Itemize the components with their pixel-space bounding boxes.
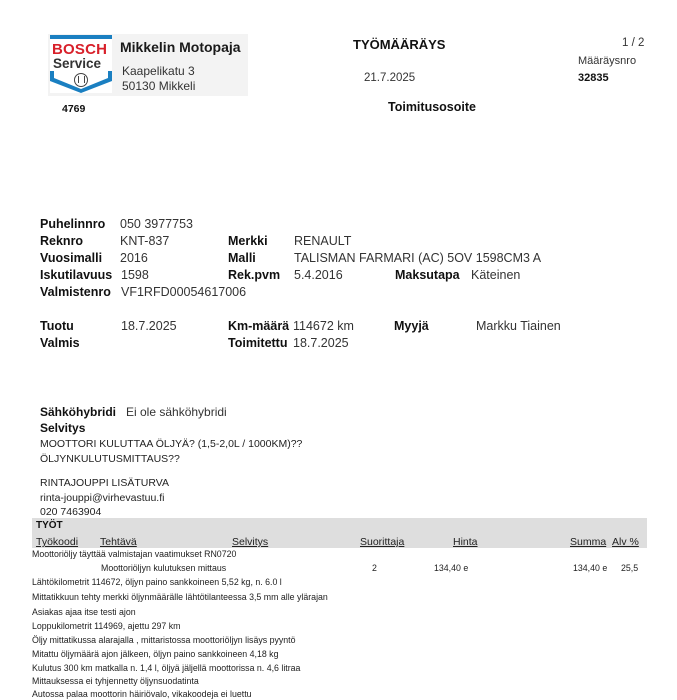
reg-label: Reknro [40,234,84,248]
insurance-email: rinta-jouppi@virhevastuu.fi [40,492,165,504]
delivery-address-label: Toimitusosoite [388,100,476,114]
phone-label: Puhelinnro [40,217,106,231]
vin-value: VF1RFD00054617006 [121,285,247,299]
jobs-pre-note: Moottoriöljy täyttää valmistajan vaatimukset RN0720 [32,549,237,559]
ready-label: Valmis [40,336,80,350]
payment-value: Käteinen [471,268,521,282]
job-note: Kulutus 300 km matkalla n. 1,4 l, öljyä jäljellä moottorissa n. 4,6 litraa [32,663,301,673]
customer-number: 4769 [62,103,86,115]
make-label: Merkki [228,234,268,248]
col-header-performer: Suorittaja [360,536,405,548]
job-note: Mittauksessa ei tyhjennetty öljynsuodatinta [32,676,199,686]
col-header-task: Tehtävä [100,536,137,548]
bosch-service-logo [50,35,112,93]
model-label: Malli [228,251,256,265]
bosch-armature-icon [74,73,88,87]
delivered-value: 18.7.2025 [293,336,349,350]
make-value: RENAULT [294,234,352,248]
logo-bosch-text: BOSCH [52,41,108,58]
jobs-section-title: TYÖT [36,520,63,531]
order-number-label: Määräysnro [578,55,637,67]
page-number: 1 / 2 [622,37,645,49]
brought-label: Tuotu [40,319,74,333]
displacement-value: 1598 [121,268,149,282]
document-date: 21.7.2025 [364,72,416,84]
company-name: Mikkelin Motopaja [120,39,241,55]
phone-value: 050 3977753 [120,217,193,231]
col-header-price: Hinta [453,536,478,548]
model-year-label: Vuosimalli [40,251,103,265]
seller-value: Markku Tiainen [476,319,561,333]
job-note: Asiakas ajaa itse testi ajon [32,607,136,617]
model-year-value: 2016 [120,251,148,265]
row-task: Moottoriöljyn kulutuksen mittaus [101,563,227,573]
km-value: 114672 km [293,319,354,333]
explanation-line: ÖLJYNKULUTUSMITTAUS?? [40,453,180,465]
company-address-line1: Kaapelikatu 3 [122,64,195,78]
hybrid-label: Sähköhybridi [40,405,117,419]
order-number: 32835 [578,72,609,84]
insurance-name: RINTAJOUPPI LISÄTURVA [40,477,169,489]
company-address-line2: 50130 Mikkeli [122,79,196,93]
job-note: Autossa palaa moottorin häiriövalo, vikakoodeja ei luettu [32,689,252,699]
row-vat: 25,5 [621,563,639,573]
brought-value: 18.7.2025 [121,319,177,333]
insurance-phone: 020 7463904 [40,506,102,518]
reg-date-label: Rek.pvm [228,268,281,282]
row-sum: 134,40 e [573,563,608,573]
payment-label: Maksutapa [395,268,460,282]
explanation-line: MOOTTORI KULUTTAA ÖLJYÄ? (1,5-2,0L / 1000KM)?? [40,438,303,450]
logo-service-text: Service [53,56,102,71]
hybrid-value: Ei ole sähköhybridi [126,405,227,419]
document-title: TYÖMÄÄRÄYS [353,37,446,52]
col-header-job-code: Työkoodi [36,536,79,548]
displacement-label: Iskutilavuus [40,268,113,282]
job-note: Loppukilometrit 114969, ajettu 297 km [32,621,181,631]
job-note: Mitattu öljymäärä ajon jälkeen, öljyn paino sankkoineen 4,18 kg [32,649,279,659]
row-performer: 2 [372,563,377,573]
col-header-sum: Summa [570,536,607,548]
vin-label: Valmistenro [40,285,111,299]
explanation-label: Selvitys [40,421,86,435]
km-label: Km-määrä [228,319,290,333]
delivered-label: Toimitettu [228,336,288,350]
model-value: TALISMAN FARMARI (AC) 5OV 1598CM3 A [294,251,542,265]
row-price: 134,40 e [434,563,469,573]
reg-value: KNT-837 [120,234,170,248]
logo-top-bar [50,35,112,39]
col-header-vat: Alv % [612,536,639,548]
seller-label: Myyjä [394,319,429,333]
job-note: Öljy mittatikussa alarajalla , mittaristossa moottoriöljyn lisäys pyyntö [32,635,296,645]
reg-date-value: 5.4.2016 [294,268,343,282]
job-note: Lähtökilometrit 114672, öljyn paino sankkoineen 5,52 kg, n. 6.0 l [32,577,282,587]
col-header-explanation: Selvitys [232,536,269,548]
job-note: Mittatikkuun tehty merkki öljynmäärälle lähtötilanteessa 3,5 mm alle ylärajan [32,592,328,602]
